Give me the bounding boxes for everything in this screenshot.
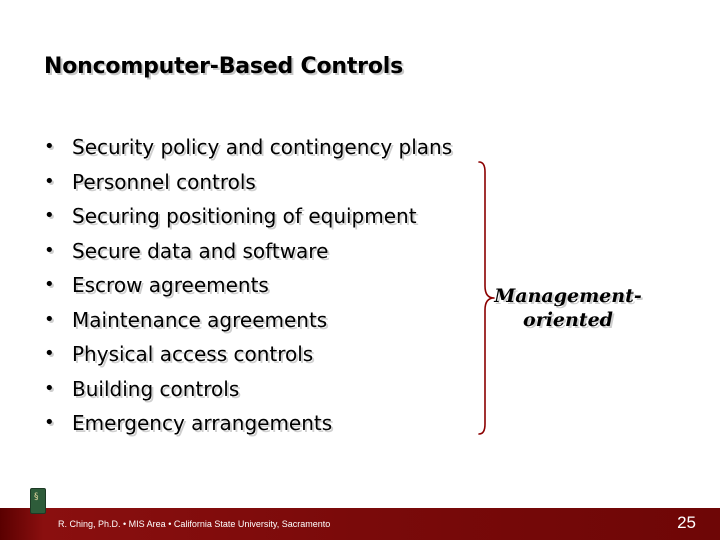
bullet-text: Personnel controls: [72, 169, 256, 194]
bullet-text: Maintenance agreements: [72, 307, 328, 332]
footer-text: R. Ching, Ph.D. • MIS Area • California State University, Sacramento: [58, 519, 331, 529]
bullet-dot: •: [44, 136, 55, 157]
university-seal-icon: [30, 488, 46, 514]
bullet-dot: •: [44, 205, 55, 226]
bullet-dot: •: [44, 274, 55, 295]
bullet-text: Securing positioning of equipment: [72, 204, 417, 228]
bullet-dot: •: [44, 170, 55, 192]
bullet-text: Physical access controls: [72, 342, 314, 366]
slide-title: Noncomputer-Based Controls: [44, 54, 403, 79]
bullet-text: Emergency arrangements: [72, 411, 333, 435]
bullet-dot: •: [44, 412, 55, 433]
group-label-line: Management-: [494, 285, 642, 307]
bullet-text: Secure data and software: [72, 238, 329, 263]
group-label: [488, 284, 648, 332]
bullet-dot: •: [44, 377, 55, 399]
bullet-dot: •: [44, 308, 55, 330]
seal-mark-icon: §: [34, 492, 39, 502]
page-number: 25: [677, 513, 696, 532]
bullet-text: Building controls: [72, 376, 240, 401]
group-label-line: oriented: [523, 309, 613, 331]
bullet-dot: •: [44, 239, 55, 261]
bullet-text: Escrow agreements: [72, 273, 269, 297]
bullet-text: Security policy and contingency plans: [72, 135, 453, 159]
bullet-dot: •: [44, 343, 55, 364]
